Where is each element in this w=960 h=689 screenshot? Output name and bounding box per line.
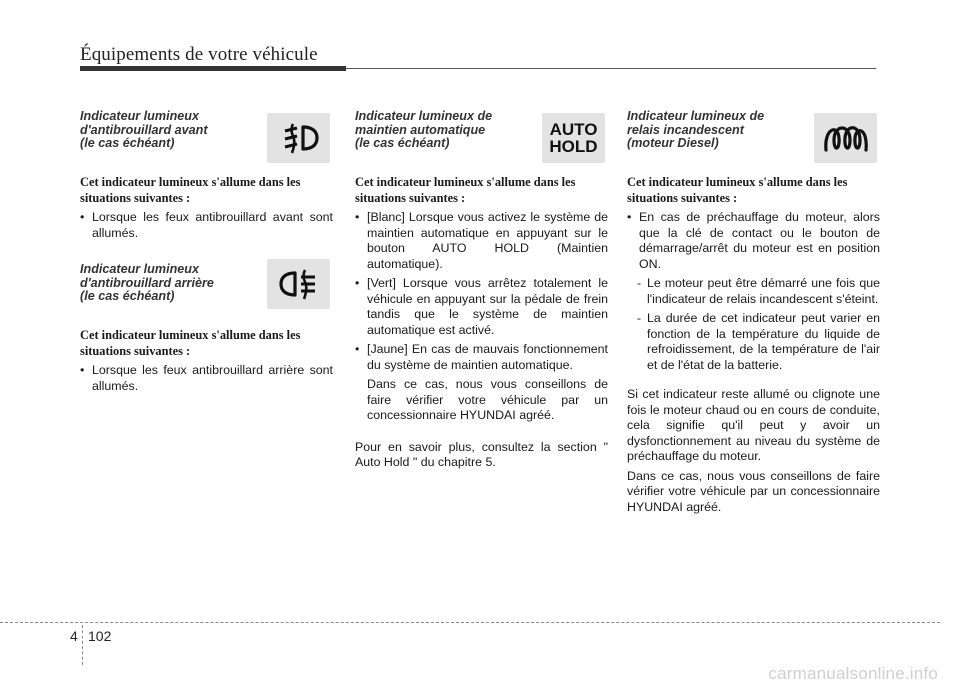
glow-plug-para-1: Si cet indicateur reste allumé ou clignote une fois le moteur chaud ou en cours de conduite, cela signifie qu'il peut y avoir un dysfonctionnement au niveau du système de préchauffage du moteur. bbox=[627, 387, 880, 463]
page-header-title: Équipements de votre véhicule bbox=[80, 44, 318, 65]
chapter-number: 4 bbox=[70, 628, 78, 644]
list-item: • Lorsque les feux antibrouillard avant sont allumés. bbox=[80, 210, 333, 240]
auto-hold-lead: Cet indicateur lumineux s'allume dans les situations suivantes : bbox=[355, 175, 576, 205]
list-item: • [Vert] Lorsque vous arrêtez totalement le véhicule en appuyant sur la pédale de frein tandis que le système de maintien automatique est activé. bbox=[355, 276, 608, 337]
glow-plug-para-2: Dans ce cas, nous vous conseillons de faire vérifier votre véhicule par un concessionnaire HYUNDAI agréé. bbox=[627, 468, 880, 514]
footer-divider bbox=[0, 622, 940, 623]
auto-hold-note: Dans ce cas, nous vous conseillons de faire vérifier votre véhicule par un concessionnaire HYUNDAI agréé. bbox=[367, 377, 608, 422]
list-item: • [Blanc] Lorsque vous activez le système de maintien automatique en appuyant sur le bouton AUTO HOLD (Maintien automatique). bbox=[355, 210, 608, 271]
glow-plug-heading: Indicateur lumineux de relais incandescent (moteur Diesel) bbox=[627, 109, 765, 151]
auto-hold-icon: AUTO HOLD bbox=[542, 113, 605, 163]
list-item: • En cas de préchauffage du moteur, alors que la clé de contact ou le bouton de démarrage/arrêt du moteur est en position ON. bbox=[627, 210, 880, 271]
auto-hold-heading: Indicateur lumineux de maintien automatique (le cas échéant) bbox=[355, 109, 493, 151]
list-subitem: - La durée de cet indicateur peut varier en fonction de la température du liquide de refroidissement, de la température de l'air et de l'état de la batterie. bbox=[637, 311, 880, 372]
column-2 bbox=[355, 110, 608, 471]
glow-plug-lead: Cet indicateur lumineux s'allume dans les situations suivantes : bbox=[627, 175, 848, 205]
column-1 bbox=[80, 110, 333, 394]
column-3 bbox=[627, 110, 880, 515]
header-rule-thin bbox=[346, 68, 876, 69]
rear-fog-lead: Cet indicateur lumineux s'allume dans les situations suivantes : bbox=[80, 328, 301, 358]
front-fog-lamp-icon bbox=[267, 113, 330, 163]
list-item: • Lorsque les feux antibrouillard arrière sont allumés. bbox=[80, 363, 333, 393]
glow-plug-icon bbox=[814, 113, 877, 163]
list-item: • [Jaune] En cas de mauvais fonctionnement du système de maintien automatique. bbox=[355, 342, 608, 372]
list-subitem: - Le moteur peut être démarré une fois que l'indicateur de relais incandescent s'éteint. bbox=[637, 276, 880, 306]
rear-fog-lamp-icon bbox=[267, 259, 330, 309]
auto-hold-reference: Pour en savoir plus, consultez la section " Auto Hold " du chapitre 5. bbox=[355, 439, 608, 469]
footer-vertical-divider bbox=[82, 625, 83, 665]
front-fog-heading: Indicateur lumineux d'antibrouillard avant (le cas échéant) bbox=[80, 109, 208, 151]
front-fog-lead: Cet indicateur lumineux s'allume dans les situations suivantes : bbox=[80, 175, 301, 205]
rear-fog-heading: Indicateur lumineux d'antibrouillard arrière (le cas échéant) bbox=[80, 262, 214, 304]
header-rule-thick bbox=[80, 66, 346, 71]
page-number: 102 bbox=[88, 628, 112, 644]
watermark: carmanualsonline.info bbox=[768, 664, 938, 683]
